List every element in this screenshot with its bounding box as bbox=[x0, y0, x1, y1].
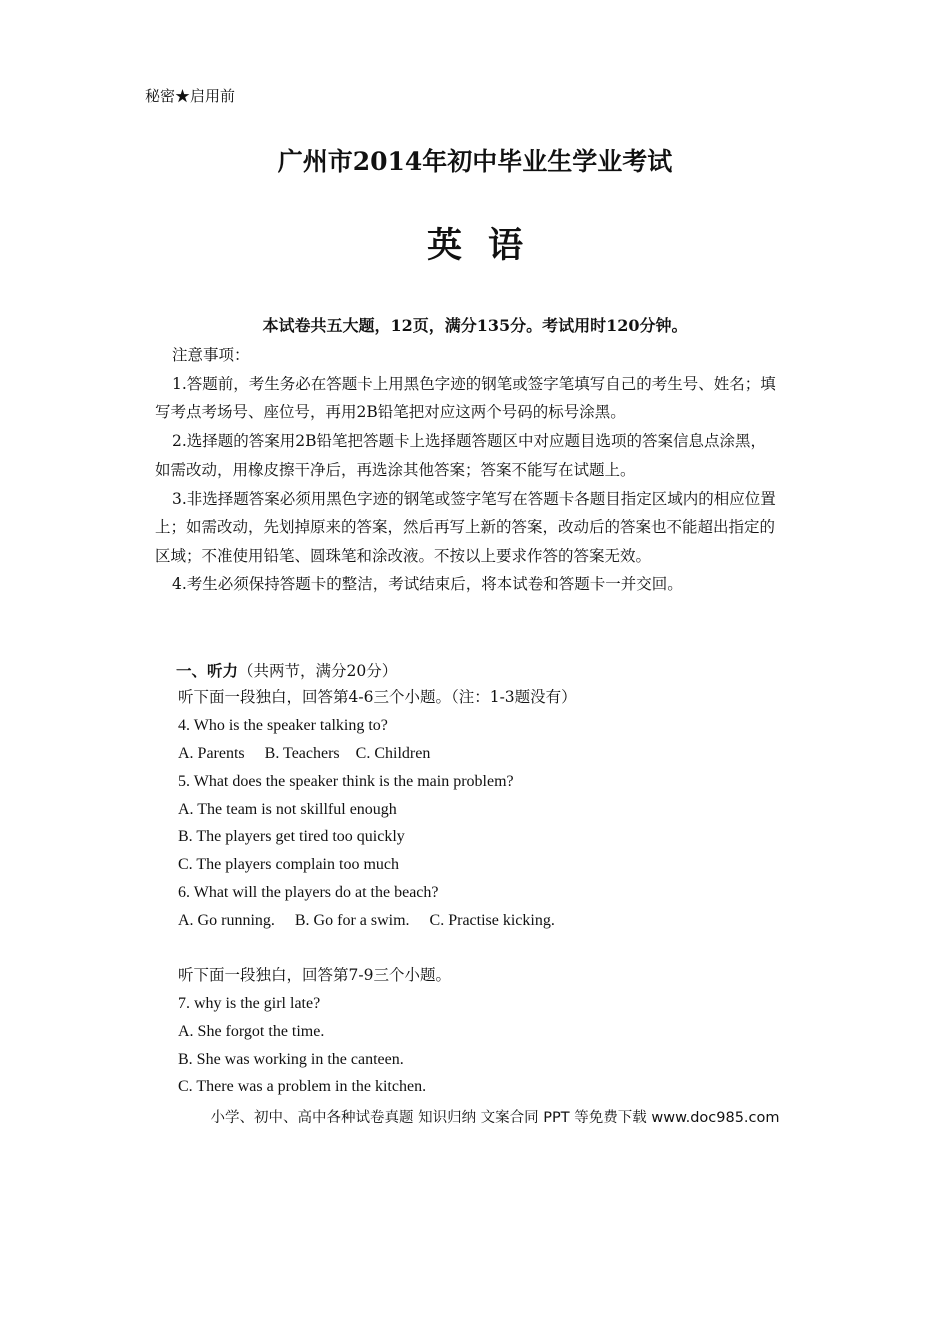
question-5: 5. What does the speaker think is the main problem? bbox=[178, 773, 514, 790]
notice-line: 上；如需改动，先划掉原来的答案，然后再写上新的答案，改动后的答案也不能超出指定的 bbox=[155, 518, 776, 536]
notice-heading: 注意事项： bbox=[172, 346, 250, 364]
question-4: 4. Who is the speaker talking to? bbox=[178, 717, 388, 734]
exam-title: 广州市2014年初中毕业生学业考试 bbox=[277, 147, 673, 176]
footer-text: 小学、初中、高中各种试卷真题 知识归纳 文案合同 PPT 等免费下载 www.doc985.com bbox=[210, 1110, 780, 1126]
question-5-option-b: B. The players get tired too quickly bbox=[178, 828, 405, 845]
section-heading bbox=[176, 663, 397, 680]
listening-instruction: 听下面一段独白，回答第4-6三个小题。（注：1-3题没有） bbox=[178, 688, 577, 706]
notice-line: 写考点考场号、座位号，再用2B铅笔把对应这两个号码的标号涂黑。 bbox=[155, 403, 626, 421]
notice-line: 2.选择题的答案用2B铅笔把答题卡上选择题答题区中对应题目选项的答案信息点涂黑， bbox=[172, 432, 767, 450]
exam-info: 本试卷共五大题，12页，满分135分。考试用时120分钟。 bbox=[262, 316, 688, 335]
question-7-option-b: B. She was working in the canteen. bbox=[178, 1051, 404, 1068]
notice-line: 区域；不准使用铅笔、圆珠笔和涂改液。不按以上要求作答的答案无效。 bbox=[155, 547, 652, 565]
confidential-mark: 秘密★启用前 bbox=[145, 87, 236, 105]
notice-line: 1.答题前，考生务必在答题卡上用黑色字迹的钢笔或签字笔填写自己的考生号、姓名；填 bbox=[172, 375, 776, 393]
question-7-option-c: C. There was a problem in the kitchen. bbox=[178, 1078, 427, 1095]
question-5-option-a: A. The team is not skillful enough bbox=[178, 801, 397, 818]
notice-line: 4.考生必须保持答题卡的整洁，考试结束后，将本试卷和答题卡一并交回。 bbox=[172, 575, 683, 593]
question-6-options: A. Go running. B. Go for a swim. C. Practise kicking. bbox=[178, 912, 555, 929]
question-4-options: A. Parents B. Teachers C. Children bbox=[178, 745, 431, 762]
question-6: 6. What will the players do at the beach? bbox=[178, 884, 439, 901]
subject-title: 英语 bbox=[426, 225, 549, 266]
section-note: （共两节，满分20分） bbox=[238, 662, 398, 680]
question-7-option-a: A. She forgot the time. bbox=[178, 1023, 325, 1040]
question-5-option-c: C. The players complain too much bbox=[178, 856, 399, 873]
notice-line: 如需改动，用橡皮擦干净后，再选涂其他答案；答案不能写在试题上。 bbox=[155, 461, 636, 479]
listening-instruction: 听下面一段独白，回答第7-9三个小题。 bbox=[178, 966, 451, 984]
section-title: 一、听力 bbox=[176, 661, 239, 680]
notice-line: 3.非选择题答案必须用黑色字迹的钢笔或签字笔写在答题卡各题目指定区域内的相应位置 bbox=[172, 490, 776, 508]
question-7: 7. why is the girl late? bbox=[178, 995, 321, 1012]
